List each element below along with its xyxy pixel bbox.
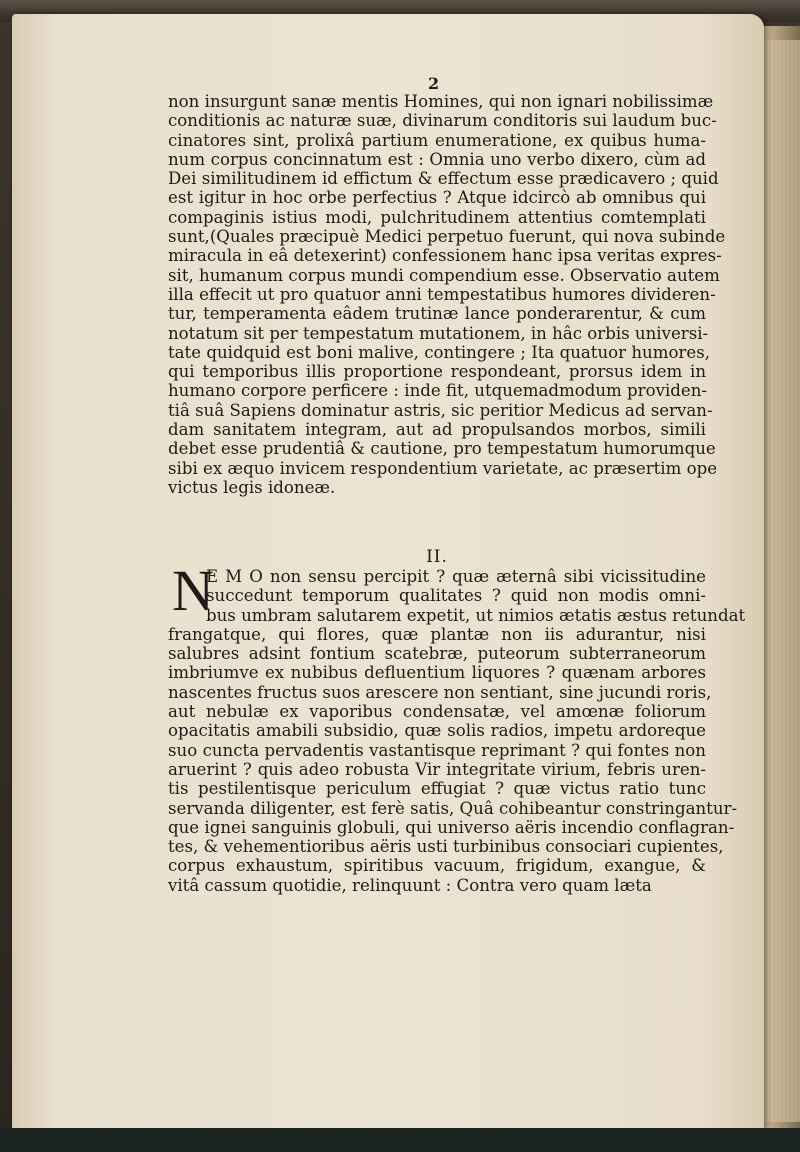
section-heading: II. <box>426 547 448 567</box>
paragraph-2 <box>168 558 746 895</box>
text-line: aruerint ? quis adeo robusta Vir integritate virium, febris uren- <box>168 759 706 779</box>
text-line: bus umbram salutarem expetit, ut nimios ætatis æstus retundat <box>206 605 746 625</box>
text-line: salubres adsint fontium scatebræ, puteorum subterraneorum <box>168 644 706 664</box>
text-line: que ignei sanguinis globuli, qui universo aëris incendio conflagran- <box>168 817 735 837</box>
text-line: corpus exhaustum, spiritibus vacuum, frigidum, exangue, & <box>168 856 706 876</box>
text-line: frangatque, qui flores, quæ plantæ non iis adurantur, nisi <box>168 624 706 644</box>
text-line: num corpus concinnatum est : Omnia uno verbo dixero, cùm ad <box>168 149 706 169</box>
text-line: nascentes fructus suos arescere non sentiant, sine jucundi roris, <box>168 682 712 702</box>
text-line: non insurgunt sanæ mentis Homines, qui non ignari nobilissimæ <box>168 92 714 111</box>
text-line: miracula in eâ detexerint) confessionem hanc ipsa veritas expres- <box>168 246 722 266</box>
text-line: est igitur in hoc orbe perfectius ? Atque idcircò ab omnibus qui <box>168 188 706 208</box>
page-number: 2 <box>428 74 440 93</box>
text-line: compaginis istius modi, pulchritudinem attentius comtemplati <box>168 207 706 227</box>
paragraph-1 <box>168 92 726 497</box>
text-line: imbriumve ex nubibus defluentium liquores ? quænam arbores <box>168 663 706 683</box>
text-line: sunt,(Quales præcipuè Medici perpetuo fuerunt, qui nova subinde <box>168 227 726 247</box>
text-line: cinatores sint, prolixâ partium enumeratione, ex quibus huma- <box>168 130 706 150</box>
text-line: dam sanitatem integram, aut ad propulsandos morbos, simili <box>168 420 706 440</box>
text-line: notatum sit per tempestatum mutationem, in hâc orbis universi- <box>168 323 709 343</box>
book-bottom-edge <box>0 1128 800 1152</box>
text-line: sibi ex æquo invicem respondentium varietate, ac præsertim ope <box>168 458 718 478</box>
text-line: tis pestilentisque periculum effugiat ? quæ victus ratio tunc <box>168 779 706 799</box>
text-line: suo cuncta pervadentis vastantisque reprimant ? qui fontes non <box>168 740 706 760</box>
text-line: qui temporibus illis proportione respondeant, prorsus idem in <box>168 362 706 382</box>
page-stack-lines <box>764 40 800 1122</box>
text-line: humano corpore perficere : inde fit, utquemadmodum providen- <box>168 381 707 401</box>
text-line: tate quidquid est boni malive, contingere ; Ita quatuor humores, <box>168 342 710 362</box>
text-line: Dei similitudinem id effictum & effectum esse prædicavero ; quid <box>168 169 719 189</box>
text-line: illa effecit ut pro quatuor anni tempestatibus humores divideren- <box>168 284 716 304</box>
text-line: vitâ cassum quotidie, relinquunt : Contra vero quam læta <box>168 875 652 895</box>
text-line: servanda diligenter, est ferè satis, Quâ cohibeantur constringantur- <box>168 798 738 818</box>
text-line: tes, & vehementioribus aëris usti turbinibus consociari cupientes, <box>168 837 724 857</box>
drop-capital: N <box>172 558 214 623</box>
text-line: conditionis ac naturæ suæ, divinarum conditoris sui laudum buc- <box>168 111 717 131</box>
text-line: opacitatis amabili subsidio, quæ solis radios, impetu ardoreque <box>168 721 706 741</box>
text-line: E M O non sensu percipit ? quæ æternâ sibi vicissitudine <box>206 567 706 586</box>
text-line: tur, temperamenta eâdem trutinæ lance ponderarentur, & cum <box>168 304 706 324</box>
text-line: sit, humanum corpus mundi compendium esse. Observatio autem <box>168 265 720 285</box>
text-line: succedunt temporum qualitates ? quid non modis omni- <box>206 586 706 606</box>
text-line: tiâ suâ Sapiens dominatur astris, sic peritior Medicus ad servan- <box>168 400 713 420</box>
text-line: aut nebulæ ex vaporibus condensatæ, vel amœnæ foliorum <box>168 702 706 722</box>
text-line: debet esse prudentiâ & cautione, pro tempestatum humorumque <box>168 439 716 459</box>
text-line: victus legis idoneæ. <box>168 477 336 497</box>
